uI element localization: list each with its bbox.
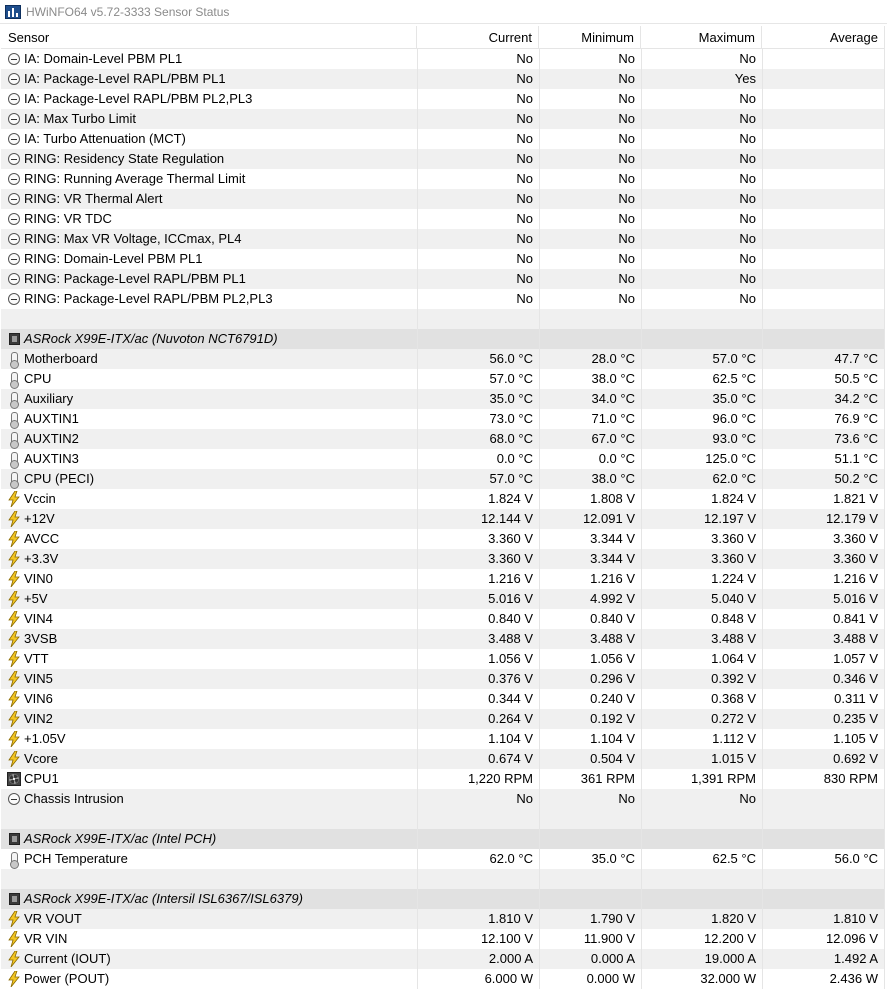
minimum-value: No (539, 269, 641, 289)
maximum-value: 1.064 V (641, 649, 762, 669)
current-value: 68.0 °C (417, 429, 539, 449)
sensor-row[interactable] (1, 289, 885, 309)
sensor-row[interactable] (1, 89, 885, 109)
maximum-value: 32.000 W (641, 969, 762, 989)
spacer-row (1, 809, 885, 829)
average-value: 1.105 V (762, 729, 885, 749)
average-value: 50.5 °C (762, 369, 885, 389)
sensor-row[interactable] (1, 509, 885, 529)
maximum-value: 5.040 V (641, 589, 762, 609)
maximum-value: 125.0 °C (641, 449, 762, 469)
current-value: 3.360 V (417, 549, 539, 569)
minimum-value: 35.0 °C (539, 849, 641, 869)
empty-cell (539, 309, 641, 329)
spacer-row (1, 869, 885, 889)
empty-cell (539, 809, 641, 829)
maximum-value: 3.360 V (641, 529, 762, 549)
minimum-value: No (539, 249, 641, 269)
column-header-minimum[interactable]: Minimum (539, 26, 641, 49)
maximum-value: 1.824 V (641, 489, 762, 509)
sensor-group-header[interactable] (1, 829, 885, 849)
average-value: 50.2 °C (762, 469, 885, 489)
maximum-value: 0.392 V (641, 669, 762, 689)
sensor-name: VR VOUT (24, 911, 82, 926)
hwinfo-app-icon (5, 4, 21, 20)
minimum-value: 38.0 °C (539, 369, 641, 389)
average-value: 830 RPM (762, 769, 885, 789)
average-value: 0.346 V (762, 669, 885, 689)
current-value: No (417, 149, 539, 169)
minimum-value: No (539, 149, 641, 169)
sensor-row[interactable] (1, 929, 885, 949)
current-value: 5.016 V (417, 589, 539, 609)
maximum-value: 12.200 V (641, 929, 762, 949)
empty-cell (417, 329, 539, 349)
minimum-value: 1.216 V (539, 569, 641, 589)
current-value: 62.0 °C (417, 849, 539, 869)
sensor-row[interactable] (1, 729, 885, 749)
minimum-value: 38.0 °C (539, 469, 641, 489)
minimum-value: 361 RPM (539, 769, 641, 789)
sensor-name: AUXTIN2 (24, 431, 79, 446)
current-value: No (417, 229, 539, 249)
sensor-name: VIN4 (24, 611, 53, 626)
average-value: 12.096 V (762, 929, 885, 949)
sensor-group-header[interactable] (1, 329, 885, 349)
average-value: 0.692 V (762, 749, 885, 769)
sensor-row[interactable] (1, 689, 885, 709)
current-value: No (417, 109, 539, 129)
sensor-name: VR VIN (24, 931, 68, 946)
current-value: 0.0 °C (417, 449, 539, 469)
average-value: 0.311 V (762, 689, 885, 709)
current-value: No (417, 69, 539, 89)
maximum-value: 1.112 V (641, 729, 762, 749)
current-value: No (417, 289, 539, 309)
average-value: 1.810 V (762, 909, 885, 929)
sensor-row[interactable] (1, 629, 885, 649)
sensor-name: +1.05V (24, 731, 66, 746)
average-value: 51.1 °C (762, 449, 885, 469)
current-value: 1,220 RPM (417, 769, 539, 789)
average-value (762, 69, 885, 89)
sensor-row[interactable] (1, 589, 885, 609)
average-value (762, 149, 885, 169)
sensor-name: RING: Running Average Thermal Limit (24, 171, 246, 186)
title-bar (0, 0, 887, 24)
average-value (762, 49, 885, 69)
empty-cell (762, 329, 885, 349)
empty-cell (762, 889, 885, 909)
sensor-name: +3.3V (24, 551, 59, 566)
minimum-value: No (539, 289, 641, 309)
average-value: 73.6 °C (762, 429, 885, 449)
empty-cell (762, 869, 885, 889)
sensor-row[interactable] (1, 169, 885, 189)
minimum-value: 1.790 V (539, 909, 641, 929)
sensor-name: RING: Max VR Voltage, ICCmax, PL4 (24, 231, 242, 246)
sensor-name: Current (IOUT) (24, 951, 111, 966)
current-value: 1.216 V (417, 569, 539, 589)
sensor-name: Motherboard (24, 351, 98, 366)
maximum-value: No (641, 289, 762, 309)
column-header-sensor[interactable]: Sensor (1, 26, 417, 49)
minimum-value: 4.992 V (539, 589, 641, 609)
sensor-name: VIN5 (24, 671, 53, 686)
empty-cell (641, 829, 762, 849)
average-value: 1.216 V (762, 569, 885, 589)
maximum-value: 96.0 °C (641, 409, 762, 429)
sensor-name: IA: Turbo Attenuation (MCT) (24, 131, 186, 146)
maximum-value: Yes (641, 69, 762, 89)
sensor-row[interactable] (1, 529, 885, 549)
average-value: 0.841 V (762, 609, 885, 629)
sensor-row[interactable] (1, 189, 885, 209)
current-value: 12.100 V (417, 929, 539, 949)
sensor-row[interactable] (1, 429, 885, 449)
sensor-name: RING: VR TDC (24, 211, 112, 226)
maximum-value: No (641, 149, 762, 169)
sensor-row[interactable] (1, 49, 885, 69)
maximum-value: 93.0 °C (641, 429, 762, 449)
sensor-row[interactable] (1, 749, 885, 769)
average-value (762, 169, 885, 189)
maximum-value: 0.368 V (641, 689, 762, 709)
empty-cell (762, 809, 885, 829)
sensor-name: AVCC (24, 531, 60, 546)
minimum-value: 0.240 V (539, 689, 641, 709)
maximum-value: 57.0 °C (641, 349, 762, 369)
maximum-value: 0.848 V (641, 609, 762, 629)
sensor-name: RING: VR Thermal Alert (24, 191, 163, 206)
minimum-value: No (539, 189, 641, 209)
sensor-name: AUXTIN1 (24, 411, 79, 426)
average-value (762, 189, 885, 209)
average-value (762, 89, 885, 109)
sensor-name: CPU (24, 371, 52, 386)
minimum-value: 1.104 V (539, 729, 641, 749)
maximum-value: No (641, 789, 762, 809)
current-value: 3.488 V (417, 629, 539, 649)
maximum-value: No (641, 49, 762, 69)
column-header-average[interactable]: Average (762, 26, 885, 49)
current-value: No (417, 169, 539, 189)
current-value: No (417, 49, 539, 69)
spacer-row (1, 309, 885, 329)
maximum-value: No (641, 249, 762, 269)
average-value: 3.360 V (762, 549, 885, 569)
minimum-value: No (539, 69, 641, 89)
current-value: 0.840 V (417, 609, 539, 629)
sensor-row[interactable] (1, 849, 885, 869)
empty-cell (539, 329, 641, 349)
current-value: 56.0 °C (417, 349, 539, 369)
window-title: HWiNFO64 v5.72-3333 Sensor Status (26, 4, 230, 19)
group-name: ASRock X99E-ITX/ac (Intersil ISL6367/ISL6379) (24, 891, 303, 906)
sensor-row[interactable] (1, 949, 885, 969)
minimum-value: No (539, 169, 641, 189)
average-value: 3.488 V (762, 629, 885, 649)
sensor-name: PCH Temperature (24, 851, 128, 866)
current-value: 1.810 V (417, 909, 539, 929)
empty-cell (762, 829, 885, 849)
minimum-value: 1.808 V (539, 489, 641, 509)
average-value (762, 129, 885, 149)
sensor-name: VIN6 (24, 691, 53, 706)
maximum-value: 3.488 V (641, 629, 762, 649)
current-value: 1.824 V (417, 489, 539, 509)
sensor-row[interactable] (1, 669, 885, 689)
sensor-row[interactable] (1, 369, 885, 389)
maximum-value: 1,391 RPM (641, 769, 762, 789)
minimum-value: 0.000 W (539, 969, 641, 989)
current-value: 12.144 V (417, 509, 539, 529)
sensor-row[interactable] (1, 609, 885, 629)
sensor-name: IA: Domain-Level PBM PL1 (24, 51, 183, 66)
maximum-value: 62.5 °C (641, 369, 762, 389)
current-value: 0.344 V (417, 689, 539, 709)
maximum-value: 62.0 °C (641, 469, 762, 489)
sensor-name: 3VSB (24, 631, 58, 646)
current-value: 73.0 °C (417, 409, 539, 429)
current-value: 0.376 V (417, 669, 539, 689)
maximum-value: 1.224 V (641, 569, 762, 589)
average-value (762, 789, 885, 809)
current-value: 57.0 °C (417, 369, 539, 389)
current-value: 0.674 V (417, 749, 539, 769)
sensor-row[interactable] (1, 109, 885, 129)
sensor-name: Vcore (24, 751, 58, 766)
sensor-row[interactable] (1, 489, 885, 509)
average-value (762, 229, 885, 249)
minimum-value: 0.000 A (539, 949, 641, 969)
empty-cell (417, 809, 539, 829)
sensor-row[interactable] (1, 649, 885, 669)
sensor-row[interactable] (1, 69, 885, 89)
maximum-value: 35.0 °C (641, 389, 762, 409)
minimum-value: 28.0 °C (539, 349, 641, 369)
empty-cell (539, 869, 641, 889)
maximum-value: No (641, 129, 762, 149)
sensor-row[interactable] (1, 229, 885, 249)
maximum-value: 3.360 V (641, 549, 762, 569)
empty-cell (641, 869, 762, 889)
sensor-name: IA: Max Turbo Limit (24, 111, 136, 126)
average-value: 2.436 W (762, 969, 885, 989)
sensor-name: CPU1 (24, 771, 59, 786)
sensor-row[interactable] (1, 549, 885, 569)
sensor-name: CPU (PECI) (24, 471, 95, 486)
empty-cell (641, 809, 762, 829)
sensor-name: VIN0 (24, 571, 53, 586)
sensor-name: IA: Package-Level RAPL/PBM PL1 (24, 71, 226, 86)
current-value: 1.056 V (417, 649, 539, 669)
average-value (762, 109, 885, 129)
current-value: No (417, 129, 539, 149)
sensor-row[interactable] (1, 469, 885, 489)
minimum-value: No (539, 109, 641, 129)
column-header-current[interactable]: Current (417, 26, 539, 49)
current-value: No (417, 789, 539, 809)
sensor-table (1, 26, 885, 989)
empty-cell (417, 869, 539, 889)
sensor-name: +5V (24, 591, 48, 606)
current-value: No (417, 249, 539, 269)
minimum-value: 0.192 V (539, 709, 641, 729)
minimum-value: 0.0 °C (539, 449, 641, 469)
average-value (762, 249, 885, 269)
maximum-value: No (641, 209, 762, 229)
minimum-value: No (539, 229, 641, 249)
empty-cell (539, 889, 641, 909)
sensor-name: RING: Package-Level RAPL/PBM PL2,PL3 (24, 291, 273, 306)
sensor-row[interactable] (1, 149, 885, 169)
group-name: ASRock X99E-ITX/ac (Nuvoton NCT6791D) (24, 331, 278, 346)
table-header (1, 26, 885, 49)
empty-cell (641, 309, 762, 329)
empty-cell (641, 329, 762, 349)
sensor-name: IA: Package-Level RAPL/PBM PL2,PL3 (24, 91, 253, 106)
minimum-value: 0.840 V (539, 609, 641, 629)
maximum-value: No (641, 89, 762, 109)
sensor-row[interactable] (1, 349, 885, 369)
minimum-value: No (539, 129, 641, 149)
average-value: 76.9 °C (762, 409, 885, 429)
sensor-row[interactable] (1, 389, 885, 409)
maximum-value: 0.272 V (641, 709, 762, 729)
sensor-name: RING: Package-Level RAPL/PBM PL1 (24, 271, 246, 286)
sensor-row[interactable] (1, 209, 885, 229)
sensor-row[interactable] (1, 249, 885, 269)
minimum-value: 34.0 °C (539, 389, 641, 409)
average-value (762, 289, 885, 309)
minimum-value: 3.344 V (539, 549, 641, 569)
minimum-value: 3.344 V (539, 529, 641, 549)
current-value: No (417, 89, 539, 109)
group-name: ASRock X99E-ITX/ac (Intel PCH) (24, 831, 217, 846)
current-value: 0.264 V (417, 709, 539, 729)
maximum-value: 19.000 A (641, 949, 762, 969)
current-value: 35.0 °C (417, 389, 539, 409)
minimum-value: 0.296 V (539, 669, 641, 689)
sensor-group-header[interactable] (1, 889, 885, 909)
minimum-value: No (539, 209, 641, 229)
average-value: 0.235 V (762, 709, 885, 729)
column-header-maximum[interactable]: Maximum (641, 26, 762, 49)
minimum-value: No (539, 49, 641, 69)
sensor-name: Vccin (24, 491, 56, 506)
minimum-value: 3.488 V (539, 629, 641, 649)
average-value: 5.016 V (762, 589, 885, 609)
sensor-row[interactable] (1, 769, 885, 789)
minimum-value: 1.056 V (539, 649, 641, 669)
current-value: 6.000 W (417, 969, 539, 989)
sensor-name: +12V (24, 511, 55, 526)
sensor-name: AUXTIN3 (24, 451, 79, 466)
maximum-value: 62.5 °C (641, 849, 762, 869)
current-value: 2.000 A (417, 949, 539, 969)
minimum-value: 12.091 V (539, 509, 641, 529)
current-value: No (417, 269, 539, 289)
average-value (762, 269, 885, 289)
sensor-row[interactable] (1, 409, 885, 429)
sensor-row[interactable] (1, 709, 885, 729)
minimum-value: No (539, 789, 641, 809)
sensor-row[interactable] (1, 789, 885, 809)
sensor-row[interactable] (1, 449, 885, 469)
empty-cell (762, 309, 885, 329)
current-value: 57.0 °C (417, 469, 539, 489)
maximum-value: 12.197 V (641, 509, 762, 529)
maximum-value: No (641, 229, 762, 249)
maximum-value: No (641, 169, 762, 189)
minimum-value: 67.0 °C (539, 429, 641, 449)
sensor-row[interactable] (1, 269, 885, 289)
current-value: 1.104 V (417, 729, 539, 749)
average-value: 1.492 A (762, 949, 885, 969)
current-value: No (417, 209, 539, 229)
minimum-value: 11.900 V (539, 929, 641, 949)
sensor-rows (1, 49, 885, 989)
maximum-value: No (641, 189, 762, 209)
sensor-row[interactable] (1, 969, 885, 989)
average-value: 47.7 °C (762, 349, 885, 369)
minimum-value: 0.504 V (539, 749, 641, 769)
sensor-row[interactable] (1, 129, 885, 149)
sensor-name: Power (POUT) (24, 971, 110, 986)
sensor-row[interactable] (1, 569, 885, 589)
empty-cell (417, 829, 539, 849)
empty-cell (641, 889, 762, 909)
sensor-name: Auxiliary (24, 391, 74, 406)
minimum-value: 71.0 °C (539, 409, 641, 429)
maximum-value: No (641, 269, 762, 289)
average-value: 1.821 V (762, 489, 885, 509)
sensor-row[interactable] (1, 909, 885, 929)
maximum-value: 1.820 V (641, 909, 762, 929)
empty-cell (417, 889, 539, 909)
average-value: 56.0 °C (762, 849, 885, 869)
sensor-name: VIN2 (24, 711, 53, 726)
sensor-name: Chassis Intrusion (24, 791, 124, 806)
sensor-name: RING: Residency State Regulation (24, 151, 225, 166)
maximum-value: No (641, 109, 762, 129)
current-value: 3.360 V (417, 529, 539, 549)
minimum-value: No (539, 89, 641, 109)
average-value: 1.057 V (762, 649, 885, 669)
average-value: 3.360 V (762, 529, 885, 549)
sensor-name: RING: Domain-Level PBM PL1 (24, 251, 203, 266)
average-value (762, 209, 885, 229)
sensor-name: VTT (24, 651, 49, 666)
empty-cell (417, 309, 539, 329)
average-value: 12.179 V (762, 509, 885, 529)
empty-cell (539, 829, 641, 849)
maximum-value: 1.015 V (641, 749, 762, 769)
current-value: No (417, 189, 539, 209)
average-value: 34.2 °C (762, 389, 885, 409)
